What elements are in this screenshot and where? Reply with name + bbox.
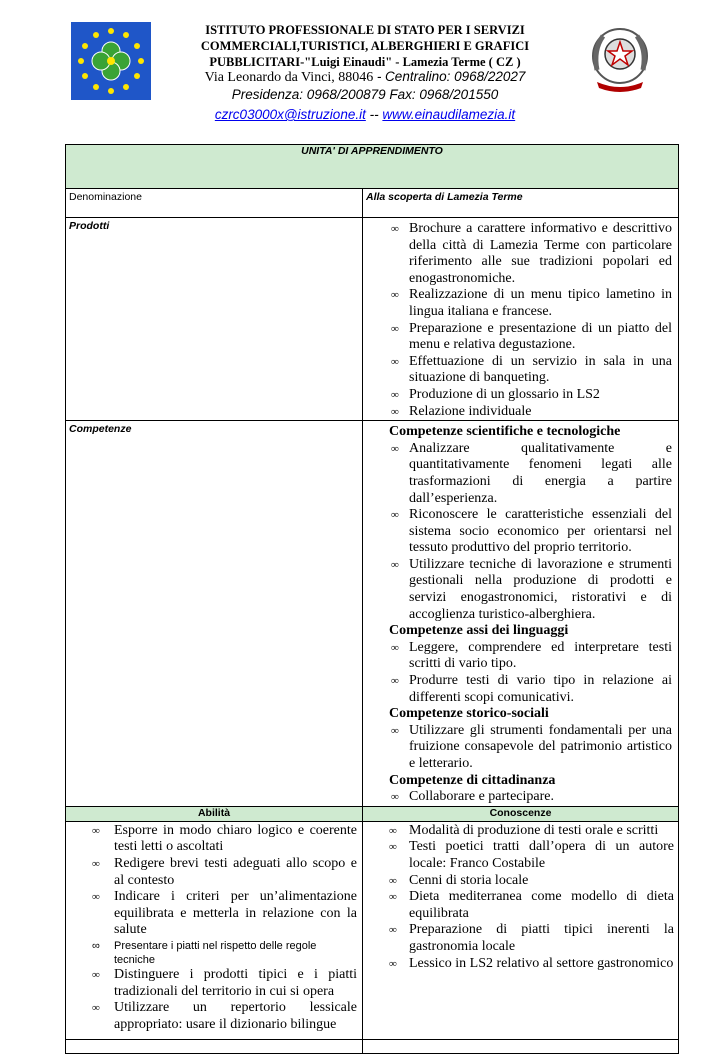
- eu-stars-clover-logo-icon: [71, 22, 151, 100]
- list-item: ∞ Collaborare e partecipare.: [369, 789, 672, 806]
- conoscenze-cell: [363, 821, 679, 1039]
- list-item: ∞ Modalità di produzione di testi orale e scritti: [367, 823, 674, 840]
- table-title: UNITA' DI APPRENDIMENTO: [66, 145, 679, 189]
- list-item: ∞ Preparazione di piatti tipici inerenti la gastronomia locale: [367, 922, 674, 955]
- conoscenze-list: [367, 823, 674, 972]
- competenze-list: [369, 640, 672, 706]
- empty-cell: [363, 1039, 679, 1053]
- italian-republic-emblem-icon: [585, 20, 655, 98]
- school-name-line-2: COMMERCIALI,TURISTICI, ALBERGHIERI E GRAFICI: [200, 39, 530, 53]
- section-title: Competenze storico-sociali: [389, 706, 549, 722]
- list-item: ∞ Utilizzare tecniche di lavorazione e strumenti gestionali nella produzione di prodotti e servizi enogastronomici, ristorativi e di accoglienza turistico-alberghiera.: [369, 557, 672, 623]
- centralino: - Centralino: 0968/22027: [376, 69, 526, 84]
- competenze-label: Competenze: [66, 421, 363, 807]
- abilita-header: Abilità: [66, 806, 363, 821]
- list-item: ∞ Preparazione e presentazione di un piatto del menu e relativa degustazione.: [369, 321, 672, 354]
- list-item: ∞ Dieta mediterranea come modello di dieta equilibrata: [367, 889, 674, 922]
- school-name-line-1: ISTITUTO PROFESSIONALE DI STATO PER I SERVIZI: [205, 23, 525, 37]
- list-item: ∞ Analizzare qualitativamente e quantitativamente fenomeni legati alle trasformazioni di energia a partire dall’esperienza.: [369, 441, 672, 507]
- prodotti-label: Prodotti: [66, 218, 363, 421]
- list-item: ∞ Leggere, comprendere ed interpretare testi scritti di vario tipo.: [369, 640, 672, 673]
- uda-table: [65, 144, 679, 1054]
- address-line: [160, 69, 570, 86]
- list-item: ∞ Realizzazione di un menu tipico lametino in lingua italiana e francese.: [369, 287, 672, 320]
- competenze-list: [369, 441, 672, 624]
- section-title: Competenze assi dei linguaggi: [389, 623, 569, 639]
- school-logo: [71, 22, 151, 100]
- list-item: ∞ Testi poetici tratti dall’opera di un autore locale: Franco Costabile: [367, 839, 674, 872]
- section-title: Competenze scientifiche e tecnologiche: [389, 424, 621, 440]
- list-item: ∞ Relazione individuale: [369, 404, 672, 421]
- competenze-cell: [363, 421, 679, 807]
- school-name-line-3: PUBBLICITARI-"Luigi Einaudi" - Lamezia Terme ( CZ ): [209, 55, 521, 69]
- list-item: ∞ Utilizzare gli strumenti fondamentali per una fruizione consapevole del patrimonio artistico e letterario.: [369, 723, 672, 773]
- email-link[interactable]: czrc03000x@istruzione.it: [214, 107, 366, 122]
- list-item: ∞ Utilizzare un repertorio lessicale appropriato: usare il dizionario bilingue: [70, 1000, 357, 1033]
- denominazione-label: Denominazione: [66, 189, 363, 218]
- list-item: ∞ Produrre testi di vario tipo in relazione ai differenti scopi comunicativi.: [369, 673, 672, 706]
- list-item: ∞ Distinguere i prodotti tipici e i piatti tradizionali del territorio in cui si opera: [70, 967, 357, 1000]
- conoscenze-header: Conoscenze: [363, 806, 679, 821]
- list-item: ∞ Produzione di un glossario in LS2: [369, 387, 672, 404]
- list-item: ∞ Riconoscere le caratteristiche essenziali del sistema socio economico per orientarsi nel tessuto produttivo del proprio territorio.: [369, 507, 672, 557]
- list-item: ∞ Esporre in modo chiaro logico e coerente testi letti o ascoltati: [70, 823, 357, 856]
- prodotti-list: [369, 221, 672, 420]
- separator: --: [369, 107, 379, 122]
- prodotti-cell: [363, 218, 679, 421]
- web-line: [160, 107, 570, 122]
- abilita-list: [70, 823, 357, 1034]
- contacts-line: Presidenza: 0968/200879 Fax: 0968/201550: [231, 87, 499, 102]
- section-title: Competenze di cittadinanza: [389, 772, 556, 788]
- list-item: ∞ Brochure a carattere informativo e descrittivo della città di Lamezia Terme con particolare riferimento alle sue tradizioni popolari ed enogastronomiche.: [369, 221, 672, 287]
- denominazione-value: Alla scoperta di Lamezia Terme: [363, 189, 679, 218]
- website-link[interactable]: www.einaudilamezia.it: [382, 107, 516, 122]
- competenze-list: [369, 789, 672, 806]
- address: Via Leonardo da Vinci, 88046: [204, 70, 374, 85]
- list-item: ∞ Presentare i piatti nel rispetto delle regole tecniche: [70, 939, 357, 967]
- republic-emblem: [585, 20, 655, 98]
- list-item: ∞ Effettuazione di un servizio in sala in una situazione di banqueting.: [369, 354, 672, 387]
- abilita-cell: [66, 821, 363, 1039]
- empty-cell: [66, 1039, 363, 1053]
- competenze-list: [369, 723, 672, 773]
- list-item: ∞ Lessico in LS2 relativo al settore gastronomico: [367, 956, 674, 973]
- list-item: ∞ Cenni di storia locale: [367, 873, 674, 890]
- list-item: ∞ Redigere brevi testi adeguati allo scopo e al contesto: [70, 856, 357, 889]
- list-item: ∞ Indicare i criteri per un’alimentazione equilibrata e metterla in relazione con la salute: [70, 889, 357, 939]
